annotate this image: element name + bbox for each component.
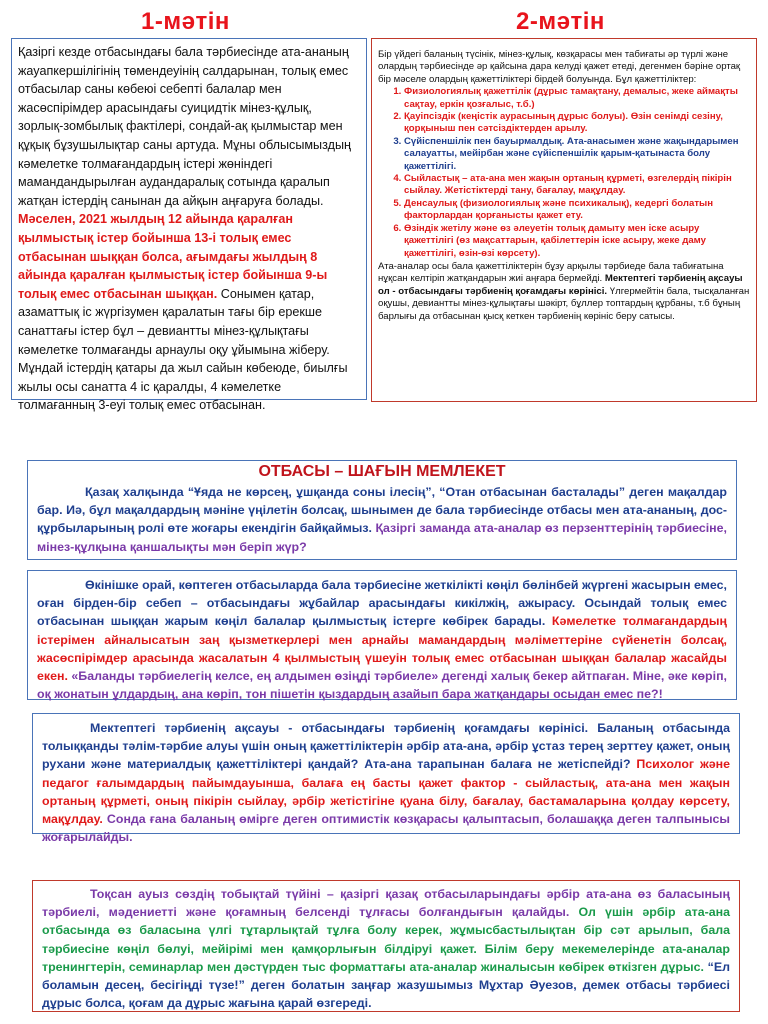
text1-heading: 1-мәтін bbox=[141, 8, 230, 35]
text2-outro bbox=[378, 261, 750, 323]
block4-text-b: Ол үшін әрбір ата-ана отбасында өз баласына үлгі тұтарлықтай тұлға болу керек, жұмысбастылықтан бір сәт арылып, бала тәрбиесіне көңіл бөлуі, мейірімі мен қамқорлығын білдіруі қажет. Білім беру мекемелерінде ата-аналар тренингтерін, семинарлар мен дәстүрден тыс форматтағы ата-аналар жиналысын көбірек өткізген дұрыс. bbox=[42, 905, 730, 974]
text1-body bbox=[12, 39, 366, 419]
need-item: 5. Денсаулық (физиологиялық және психикалық), кедергі болатын факторлардан қорғанысты қажет ету. bbox=[404, 198, 750, 223]
block1-text-a: Қазақ халқында “Ұяда не көрсең, ұшқанда соны ілесің”, “Отан отбасынан басталады” деген мақалдар бар. Иә, бұл мақалдардың мәніне үңілетін болсақ, шынымен де бала тәрбиесінде отбасы мен ата-ананың, дос-құрбыларының ролі өте жоғары екендігін байқаймыз. bbox=[37, 485, 727, 536]
block2-box bbox=[27, 570, 737, 700]
text2-intro: Бір үйдегі баланың түсінік, мінез-құлық, көзқарасы мен табиғаты әр түрлі және олардың тәрбиесінде әр қайсына дара келуді қажет етеді, дегенмен бәріне ортақ бір мәселе олардың қажеттіліктері бірдей болуында. Бұл қажеттіліктер: bbox=[378, 49, 741, 85]
text2-box bbox=[371, 38, 757, 402]
need-item: 3. Сүйіспеншілік пен бауырмалдық. Ата-анасымен және жақындарымен салауатты, мейірбан және сүйіспеншілік қарым-қатынаста болу қажеттілігі. bbox=[404, 136, 750, 173]
block3-paragraph bbox=[33, 714, 739, 850]
block3-text-c: Сонда ғана баланың өмірге деген оптимистік көзқарасы қалыптасып, болашаққа деген талпынысы жоғарылайды. bbox=[42, 812, 730, 845]
need-item: 4. Сыйластық – ата-ана мен жақын ортаның құрметі, өзгелердің пікірін сыйлау. Жетістіктерді тану, бағалау, мақұлдау. bbox=[404, 173, 750, 198]
text2-body bbox=[372, 39, 756, 329]
block3-text-a: Мектептегі тәрбиенің ақсауы - отбасындағы тәрбиенің қоғамдағы көрінісі. Баланың отбасында толыққанды тәлім-тәрбие алуы үшін оның қажеттіліктерін әрбір ата-ана, әрбір ұстаз терең зерттеу қажет, оның рухани және материалдық қажеттіліктері қандай? Ата-ана тарапынан балаға не жетіспейді? bbox=[42, 721, 730, 772]
text1-highlight-statistics: Мәселен, 2021 жылдың 12 айында қаралған қылмыстық істер бойынша 13-і толық емес отбасынан шыққан болса, ағымдағы жылдың 8 айында қаралған қылмыстық істер бойынша 9-ы толық емес отбасынан шыққан. bbox=[18, 212, 328, 301]
text2-outro-c: Үлгермейтін бала, тысқаланған оқушы, девиантты мінез-құлықтағы шәкірт, бұллер топтардың құрбаны, т.б бұның барлығы да отбасынан қысқ кеткен тәрбиенің көрініс беру сатысы. bbox=[378, 285, 750, 322]
block3-text-b: Психолог және педагог ғалымдардың пайымдауынша, балаға ең басты қажет фактор - сыйластық, ата-ана мен жақын ортаның құрметі, оның пікірін сыйлау, әрбір жетістігіне қуана білу, бағалау, бастамаларына қолдау көрсету, мақұлдау. bbox=[42, 757, 731, 827]
text1-box bbox=[11, 38, 367, 413]
block4-box bbox=[32, 880, 740, 1012]
block4-text-c: “Ел боламын десең, бесігіңді түзе!” деген болатын заңғар жазушымыз Мұхтар Әуезов, демек отбасы тәрбиесі дұрыс болса, қоғам да дұрыс жағына қарай өзгереді. bbox=[42, 959, 730, 1011]
block2-paragraph bbox=[28, 571, 736, 707]
block-title: ОТБАСЫ – ШАҒЫН МЕМЛЕКЕТ bbox=[258, 463, 506, 480]
text1-paragraph-a: Қазіргі кезде отбасындағы бала тәрбиесінде ата-ананың жауапкершілігінің төмендеуінің салдарынан, толық емес отбасылар саны көбеюі себепті балалар мен жасөспірімдер арасындағы суицидтік мінез-құлық, зорлық-зомбылық фактілері, сондай-ақ қылмыстар мен құқық бұзушылықтар саны артуда. Мұны облысымыздың кәмелетке толмағандардың істері жөніндегі мамандандырылған аудандаралық сотында қаралып жатқан істердің санынан да айқын аңғаруға болады. bbox=[18, 45, 351, 208]
family-state-box bbox=[27, 460, 737, 560]
needs-list bbox=[378, 86, 750, 260]
text1-paragraph-c: Сонымен қатар, азаматтық іс жүргізумен қаралатын тағы бір ерекше санаттағы істер бұл – девиантты мінез-құлықтағы кәмелетке толмағанды арнаулы оқу ұйымына жіберу. Мұндай істердің қатары да жыл сайын көбеюде, биылғы жылы осы санатта 4 іс қаралды, 4 кәмелетке толмағанның 3-еуі толық емес отбасынан. bbox=[18, 286, 348, 413]
block2-text-a: Өкінішке орай, көптеген отбасыларда бала тәрбиесіне жеткілікті көңіл бөлінбей жүргені жасырын емес, оған бірден-бір себеп – отбасындағы жұбайлар арасындағы кикілжің, ажырасу. Осындай толық емес отбасынан шыққан жарым көңіл балалар қылмыстық істерге көбірек барады. bbox=[37, 578, 727, 629]
block4-paragraph bbox=[33, 881, 739, 1016]
text2-outro-bold: Мектептегі тәрбиенің ақсауы ол - отбасындағы тәрбиенің қоғамдағы көрінісі. bbox=[378, 273, 743, 297]
block2-text-b: Кәмелетке толмағандардың істерімен айналысатын заң қызметкерлері мен арнайы мамандардың мәліметтеріне сүйенетін болсақ, жасөспірімдер арасында жасалатын 4 қылмыстың үшеуін толық емес отбасынан шыққан балалар жасайды екен. bbox=[37, 614, 727, 684]
need-item: 2. Қауіпсіздік (кеңістік аурасының дұрыс болуы). Өзін сенімді сезіну, қорқыныш пен сәтсіздіктерден арылу. bbox=[404, 111, 750, 136]
text2-outro-a: Ата-аналар осы бала қажеттіліктерін бұзу арқылы тәрбиеде бала табиғатына нұқсан келтіріп жатқандарын жиі аңғара бермейді. bbox=[378, 260, 724, 285]
block2-text-c: «Баланды тәрбиелегің келсе, ең алдымен өзіңді тәрбиеле» дегенді халық бекер айтпаған. Міне, әке көріп, оқ жонатын ұлдардың, ана көріп, тон пішетін қыздардың азайып бара жатқандары осыдан емес пе?! bbox=[37, 669, 727, 702]
block1-question: Қазіргі заманда ата-аналар өз перзенттерінің тәрбиесіне, мінез-құлқына қаншалықты мән беріп жүр? bbox=[37, 521, 727, 554]
need-item: 1. Физиологиялық қажеттілік (дұрыс тамақтану, демалыс, жеке аймақты сақтау, еркін қозғалыс, т.б.) bbox=[404, 86, 750, 111]
block1-paragraph bbox=[28, 483, 736, 560]
need-item: 6. Өзіндік жетілу және өз әлеуетін толық дамыту мен іске асыру қажеттілігі (өз мақсаттарын, қабілеттерін іске асыру, жеке даму қажеттілігі, өзін-өзі көрсету). bbox=[404, 223, 750, 260]
text2-heading: 2-мәтін bbox=[516, 8, 605, 35]
block3-box bbox=[32, 713, 740, 845]
block4-text-a: Тоқсан ауыз сөздің тобықтай түйіні – қазіргі қазақ отбасыларындағы әрбір ата-ана өз баласының тәрбиелі, мәдениетті және қоғамның белсенді тұлғасы болғандығын қалайды. bbox=[42, 887, 730, 920]
